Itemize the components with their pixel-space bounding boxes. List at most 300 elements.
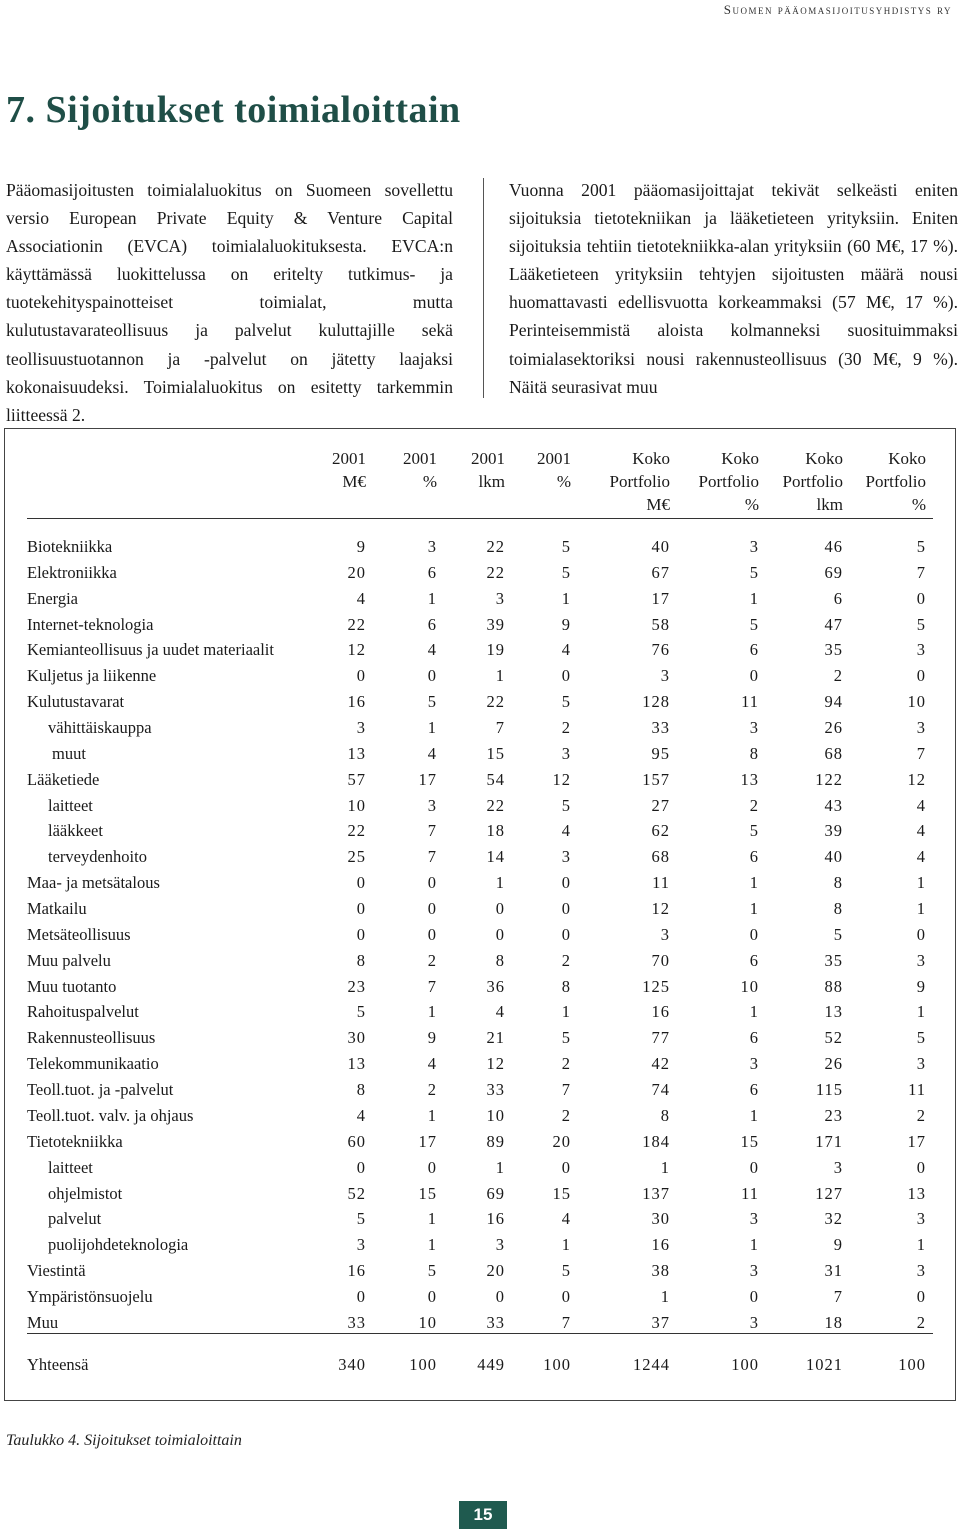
cell-value: 5 [749,821,759,841]
cell-value: 77 [651,1028,670,1048]
cell-value: 0 [427,899,437,919]
table-row [5,1155,955,1180]
cell-value: 4 [356,588,366,608]
table-row [5,793,955,818]
cell-value: 0 [356,666,366,686]
cell-value: 1 [495,1157,505,1177]
cell-value: 1 [916,873,926,893]
cell-value: 4 [916,795,926,815]
cell-value: 4 [427,640,437,660]
cell-value: 6 [427,562,437,582]
cell-value: 0 [427,924,437,944]
cell-value: 4 [356,1105,366,1125]
cell-value: 6 [833,588,843,608]
cell-value: 3 [561,743,571,763]
cell-value: 23 [347,976,366,996]
row-label: vähittäiskauppa [48,718,152,738]
cell-value: 13 [347,1054,366,1074]
chapter-title: 7. Sijoitukset toimialoittain [6,89,461,131]
cell-value: 17 [651,588,670,608]
column-header: Koko Portfolio % [698,449,759,514]
cell-value: 12 [552,769,571,789]
cell-value: 23 [824,1105,843,1125]
cell-value: 4 [561,1209,571,1229]
body-text-right: Vuonna 2001 pääomasijoittajat tekivät selkeästi eniten sijoituksia tietotekniikan ja lääketieteen yrityksiin. Eniten sijoituksia tehtiin tietotekniikka-alan yrityksiin (60 M€, 17 %). Lääketieteen yrityksiin tehtyjen sijoitusten määrä nousi huomattavasti edellisvuotta korkeammaksi (57 M€, 17 %). Perinteisemmistä aloista kolmanneksi suosituimmaksi toimialasektoriksi nousi rakennusteollisuus (30 M€, 9 %). Näitä seurasivat muu [509,180,958,397]
row-label: Viestintä [27,1261,86,1281]
cell-value: 1021 [806,1355,843,1374]
cell-value: 33 [486,1312,505,1332]
cell-value: 4 [561,640,571,660]
cell-value: 20 [486,1261,505,1281]
row-label: Internet-teknologia [27,614,154,634]
cell-value: 15 [740,1131,759,1151]
cell-value: 95 [651,743,670,763]
row-label: Teoll.tuot. ja -palvelut [27,1080,174,1100]
cell-value: 36 [486,976,505,996]
cell-value: 10 [486,1105,505,1125]
cell-value: 68 [651,847,670,867]
cell-value: 22 [347,614,366,634]
cell-value: 100 [731,1355,759,1374]
cell-value: 2 [916,1312,926,1332]
cell-value: 19 [486,640,505,660]
cell-value: 35 [824,950,843,970]
page-number: 15 [459,1501,507,1529]
cell-value: 6 [749,950,759,970]
cell-value: 22 [486,692,505,712]
table-row [5,560,955,585]
cell-value: 1 [660,1157,670,1177]
row-label: Teoll.tuot. valv. ja ohjaus [27,1105,194,1125]
table-row [5,1103,955,1128]
cell-value: 0 [561,666,571,686]
column-header: 2001 % [537,449,571,491]
row-label: Muu palvelu [27,950,111,970]
table-row [5,1129,955,1154]
cell-value: 4 [427,743,437,763]
header-rule [27,518,933,519]
row-label: Tietotekniikka [27,1131,123,1151]
cell-value: 1 [749,899,759,919]
cell-value: 125 [642,976,670,996]
cell-value: 1 [561,588,571,608]
cell-value: 7 [495,718,505,738]
cell-value: 2 [561,718,571,738]
cell-value: 16 [347,692,366,712]
cell-value: 4 [916,847,926,867]
cell-value: 8 [356,1080,366,1100]
cell-value: 0 [561,1157,571,1177]
cell-value: 22 [486,562,505,582]
cell-value: 9 [427,1028,437,1048]
cell-value: 52 [824,1028,843,1048]
row-label: puolijohdeteknologia [48,1235,189,1255]
table-row [5,844,955,869]
cell-value: 8 [495,950,505,970]
cell-value: 0 [916,1286,926,1306]
table-row [5,1206,955,1231]
cell-value: 6 [749,847,759,867]
table-row [5,948,955,973]
cell-value: 58 [651,614,670,634]
cell-value: 0 [356,899,366,919]
cell-value: 94 [824,692,843,712]
cell-value: 17 [418,1131,437,1151]
cell-value: 8 [561,976,571,996]
cell-value: 15 [486,743,505,763]
cell-value: 122 [815,769,843,789]
cell-value: 1 [916,1002,926,1022]
cell-value: 0 [561,873,571,893]
row-label: Telekommunikaatio [27,1054,159,1074]
cell-value: 46 [824,537,843,556]
cell-value: 30 [347,1028,366,1048]
cell-value: 26 [824,1054,843,1074]
cell-value: 17 [907,1131,926,1151]
cell-value: 31 [824,1261,843,1281]
cell-value: 1 [749,588,759,608]
cell-value: 1 [495,666,505,686]
cell-value: 0 [427,666,437,686]
row-label: Lääketiede [27,769,100,789]
table-total-row [5,1352,955,1377]
cell-value: 8 [749,743,759,763]
table-row [5,1077,955,1102]
cell-value: 115 [815,1080,843,1100]
row-label: ohjelmistot [48,1183,123,1203]
cell-value: 69 [486,1183,505,1203]
cell-value: 47 [824,614,843,634]
cell-value: 1 [495,873,505,893]
cell-value: 2 [561,950,571,970]
cell-value: 37 [651,1312,670,1332]
cell-value: 16 [347,1261,366,1281]
cell-value: 8 [833,899,843,919]
cell-value: 0 [561,1286,571,1306]
cell-value: 2 [427,1080,437,1100]
cell-value: 52 [347,1183,366,1203]
cell-value: 11 [741,1183,759,1203]
cell-value: 0 [916,666,926,686]
cell-value: 7 [916,743,926,763]
cell-value: 9 [561,614,571,634]
row-label: Metsäteollisuus [27,924,131,944]
column-header: Koko Portfolio M€ [609,449,670,514]
cell-value: 13 [907,1183,926,1203]
cell-value: 3 [749,1312,759,1332]
cell-value: 16 [651,1235,670,1255]
table-row [5,818,955,843]
cell-value: 8 [833,873,843,893]
cell-value: 1244 [633,1355,670,1374]
cell-value: 0 [495,899,505,919]
cell-value: 7 [427,847,437,867]
cell-value: 18 [486,821,505,841]
cell-value: 18 [824,1312,843,1332]
cell-value: 5 [427,1261,437,1281]
cell-value: 1 [749,1002,759,1022]
cell-value: 42 [651,1054,670,1074]
cell-value: 1 [749,873,759,893]
cell-value: 3 [833,1157,843,1177]
cell-value: 9 [916,976,926,996]
cell-value: 11 [652,873,670,893]
cell-value: 4 [495,1002,505,1022]
cell-value: 26 [824,718,843,738]
table-row [5,999,955,1024]
cell-value: 1 [916,1235,926,1255]
cell-value: 22 [347,821,366,841]
cell-value: 9 [356,537,366,556]
cell-value: 1 [561,1235,571,1255]
cell-value: 17 [418,769,437,789]
cell-value: 70 [651,950,670,970]
body-text-left: Pääomasijoitusten toimialaluokitus on Suomeen sovellettu versio European Private Equity & Venture Capital Associationin (EVCA) toimialaluokituksesta. EVCA:n käyttämässä luokittelussa on eritelty tutkimus- ja tuotekehityspainotteiset toimialat, mutta kulutustavarateollisuus ja palvelut kuluttajille sekä teollisuustuotannon ja -palvelut on jätetty laajaksi kokonaisuudeksi. Toimialaluokitus on esitetty tarkemmin liitteessä 2. [6,180,453,425]
row-label: Rahoituspalvelut [27,1002,139,1022]
cell-value: 8 [356,950,366,970]
cell-value: 0 [916,1157,926,1177]
cell-value: 67 [651,562,670,582]
table-row [5,896,955,921]
table-row [5,715,955,740]
cell-value: 2 [561,1105,571,1125]
cell-value: 2 [833,666,843,686]
column-header: Koko Portfolio % [865,449,926,514]
cell-value: 0 [561,924,571,944]
cell-value: 184 [642,1131,670,1151]
table-row [5,1232,955,1257]
table-row [5,534,955,559]
cell-value: 0 [356,873,366,893]
cell-value: 100 [543,1355,571,1374]
running-head: Suomen pääomasijoitusyhdistys ry [723,2,952,17]
column-header: 2001 M€ [332,449,366,491]
cell-value: 9 [833,1235,843,1255]
row-label: terveydenhoito [48,847,147,867]
cell-value: 1 [427,1209,437,1229]
cell-value: 1 [749,1105,759,1125]
cell-value: 137 [642,1183,670,1203]
cell-value: 4 [561,821,571,841]
cell-value: 7 [427,821,437,841]
cell-value: 39 [486,614,505,634]
cell-value: 7 [427,976,437,996]
cell-value: 33 [651,718,670,738]
cell-value: 33 [347,1312,366,1332]
cell-value: 5 [916,614,926,634]
cell-value: 10 [907,692,926,712]
row-label: Rakennusteollisuus [27,1028,156,1048]
cell-value: 127 [815,1183,843,1203]
cell-value: 2 [561,1054,571,1074]
cell-value: 1 [749,1235,759,1255]
cell-value: 0 [916,924,926,944]
cell-value: 16 [651,1002,670,1022]
row-label: Muu tuotanto [27,976,117,996]
cell-value: 11 [741,692,759,712]
cell-value: 157 [642,769,670,789]
cell-value: 2 [916,1105,926,1125]
row-label: Matkailu [27,899,87,919]
row-label: Kulutustavarat [27,692,125,712]
row-label: Biotekniikka [27,537,113,556]
cell-value: 0 [749,924,759,944]
row-label: laitteet [48,795,93,815]
cell-value: 10 [418,1312,437,1332]
cell-value: 6 [427,614,437,634]
cell-value: 5 [561,795,571,815]
cell-value: 89 [486,1131,505,1151]
cell-value: 3 [660,924,670,944]
cell-value: 3 [495,1235,505,1255]
cell-value: 7 [561,1312,571,1332]
table-row [5,974,955,999]
row-label: muut [52,743,86,763]
cell-value: 43 [824,795,843,815]
cell-value: 3 [660,666,670,686]
cell-value: 74 [651,1080,670,1100]
row-label: Yhteensä [27,1355,89,1374]
row-label: Elektroniikka [27,562,117,582]
cell-value: 5 [916,1028,926,1048]
table-header [5,447,955,517]
table-row [5,1025,955,1050]
cell-value: 38 [651,1261,670,1281]
cell-value: 0 [749,1286,759,1306]
cell-value: 57 [347,769,366,789]
cell-value: 40 [651,537,670,556]
cell-value: 100 [409,1355,437,1374]
table-row [5,1051,955,1076]
table-row [5,1181,955,1206]
cell-value: 12 [486,1054,505,1074]
cell-value: 7 [833,1286,843,1306]
table-row [5,870,955,895]
table-row [5,586,955,611]
cell-value: 3 [749,1261,759,1281]
cell-value: 0 [356,924,366,944]
cell-value: 100 [898,1355,926,1374]
cell-value: 5 [356,1002,366,1022]
cell-value: 5 [561,692,571,712]
cell-value: 3 [916,640,926,660]
table-row [5,1258,955,1283]
column-header: Koko Portfolio lkm [782,449,843,514]
cell-value: 68 [824,743,843,763]
table-row [5,1284,955,1309]
cell-value: 13 [740,769,759,789]
cell-value: 3 [749,1209,759,1229]
cell-value: 0 [749,666,759,686]
cell-value: 6 [749,1080,759,1100]
cell-value: 4 [916,821,926,841]
cell-value: 13 [824,1002,843,1022]
cell-value: 13 [347,743,366,763]
table-row [5,1310,955,1335]
table-row [5,663,955,688]
cell-value: 3 [916,718,926,738]
cell-value: 22 [486,537,505,556]
cell-value: 62 [651,821,670,841]
cell-value: 0 [561,899,571,919]
cell-value: 5 [561,562,571,582]
cell-value: 20 [347,562,366,582]
cell-value: 40 [824,847,843,867]
row-label: Kuljetus ja liikenne [27,666,157,686]
row-label: palvelut [48,1209,102,1229]
cell-value: 16 [486,1209,505,1229]
column-divider [483,178,484,398]
cell-value: 15 [418,1183,437,1203]
cell-value: 30 [651,1209,670,1229]
cell-value: 6 [749,1028,759,1048]
cell-value: 0 [427,1157,437,1177]
cell-value: 340 [338,1355,366,1374]
column-header: 2001 lkm [471,449,505,491]
cell-value: 3 [356,718,366,738]
cell-value: 3 [749,537,759,556]
cell-value: 2 [427,950,437,970]
row-label: Maa- ja metsätalous [27,873,160,893]
cell-value: 0 [749,1157,759,1177]
cell-value: 3 [427,795,437,815]
cell-value: 2 [749,795,759,815]
cell-value: 3 [749,718,759,738]
cell-value: 7 [561,1080,571,1100]
cell-value: 7 [916,562,926,582]
cell-value: 22 [486,795,505,815]
cell-value: 60 [347,1131,366,1151]
table-row [5,612,955,637]
cell-value: 0 [495,1286,505,1306]
cell-value: 1 [427,1105,437,1125]
industry-table [4,428,956,1401]
cell-value: 25 [347,847,366,867]
cell-value: 69 [824,562,843,582]
cell-value: 10 [740,976,759,996]
cell-value: 5 [749,614,759,634]
cell-value: 5 [427,692,437,712]
cell-value: 1 [660,1286,670,1306]
cell-value: 14 [486,847,505,867]
cell-value: 1 [561,1002,571,1022]
cell-value: 12 [651,899,670,919]
cell-value: 128 [642,692,670,712]
cell-value: 54 [486,769,505,789]
cell-value: 0 [916,588,926,608]
cell-value: 20 [552,1131,571,1151]
cell-value: 5 [561,1261,571,1281]
cell-value: 8 [660,1105,670,1125]
cell-value: 0 [427,873,437,893]
cell-value: 3 [561,847,571,867]
table-row [5,637,955,662]
column-header: 2001 % [403,449,437,491]
cell-value: 3 [427,537,437,556]
cell-value: 11 [908,1080,926,1100]
row-label: Ympäristönsuojelu [27,1286,153,1306]
cell-value: 1 [427,588,437,608]
cell-value: 6 [749,640,759,660]
cell-value: 5 [916,537,926,556]
cell-value: 3 [916,1261,926,1281]
cell-value: 3 [495,588,505,608]
table-row [5,922,955,947]
cell-value: 5 [561,1028,571,1048]
row-label: Muu [27,1312,59,1332]
cell-value: 0 [495,924,505,944]
cell-value: 12 [347,640,366,660]
